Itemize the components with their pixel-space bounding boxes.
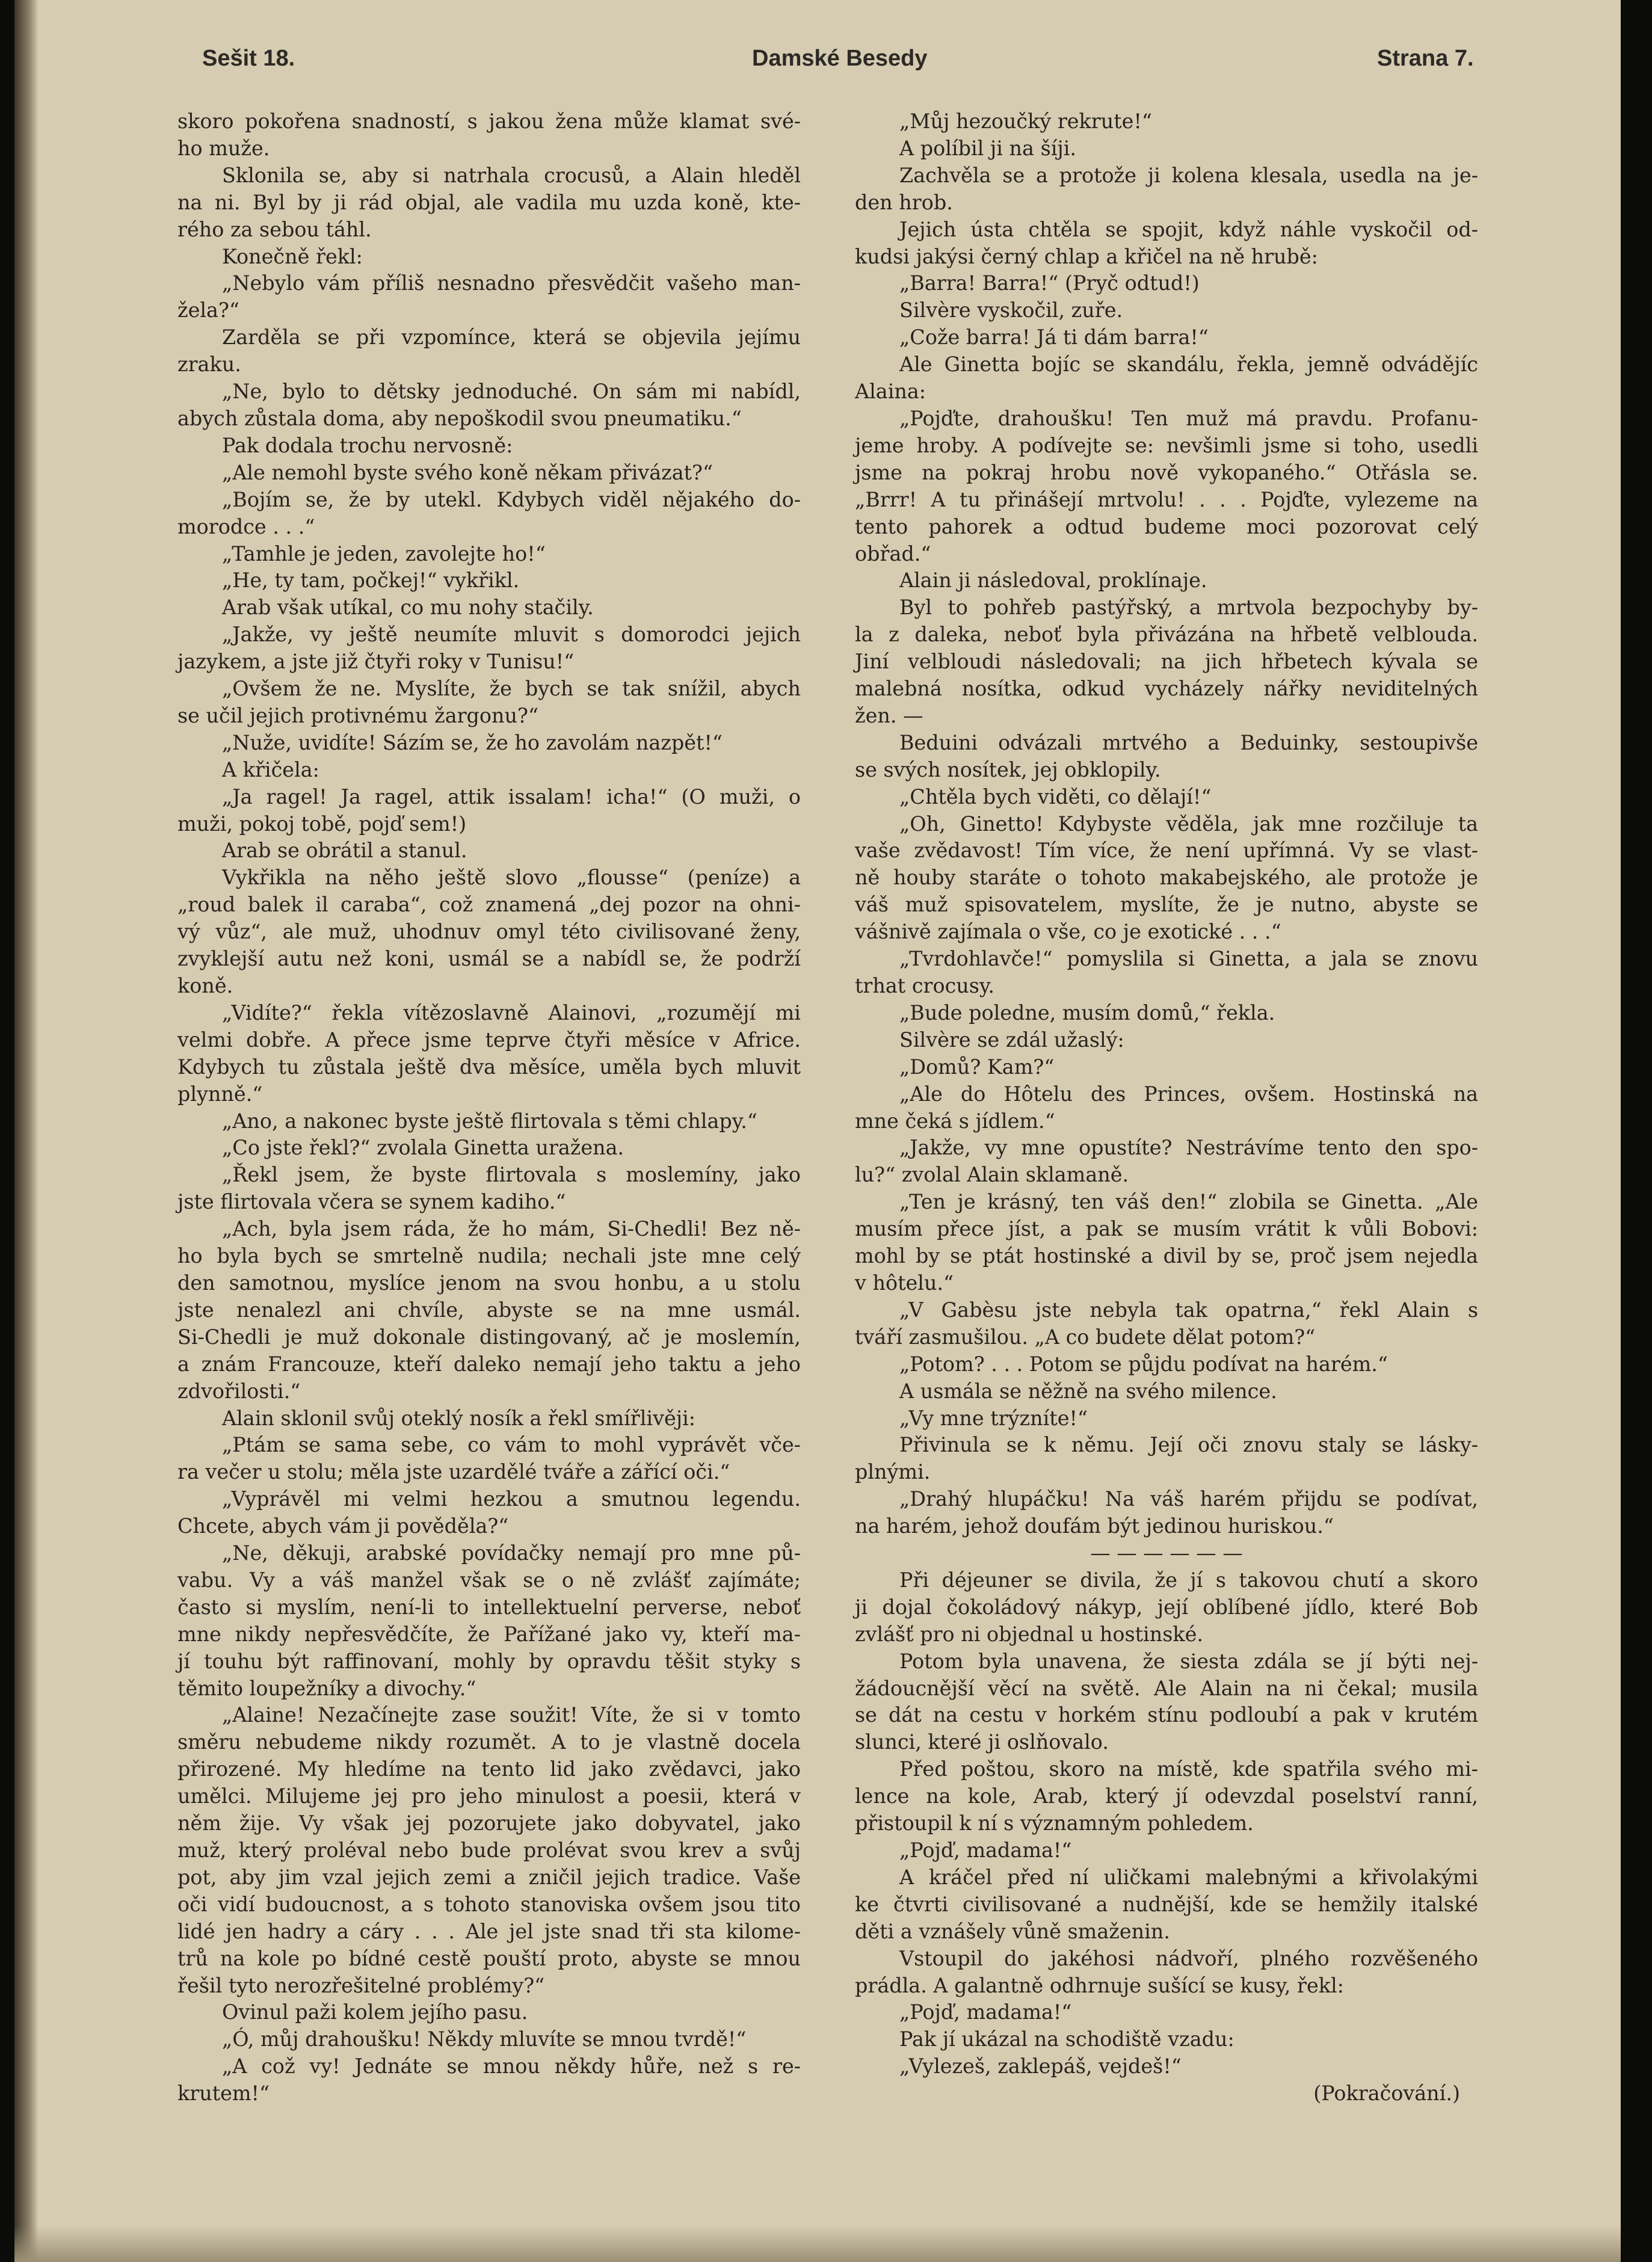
text-line: „Alaine! Nezačínejte zase soužit! Víte, že si v tomto bbox=[222, 1703, 801, 1727]
text-line: „Ano, a nakonec byste ještě flirtovala s těmi chlapy.“ bbox=[222, 1109, 757, 1133]
text-line: vý vůz“, ale muž, uhodnuv omyl této civilisované ženy, bbox=[177, 920, 801, 944]
text-line: „Bojím se, že by utekl. Kdybych viděl nějakého do- bbox=[222, 487, 801, 511]
text-line: velmi dobře. A přece jsme teprve čtyři měsíce v Africe. bbox=[177, 1028, 801, 1052]
text-line: Ovinul paži kolem jejího pasu. bbox=[222, 2000, 528, 2024]
text-line: v hôtelu.“ bbox=[855, 1271, 954, 1295]
text-line: „Vylezeš, zaklepáš, vejdeš!“ bbox=[899, 2054, 1182, 2079]
text-line: „Tvrdohlavče!“ pomyslila si Ginetta, a jala se znovu bbox=[899, 947, 1478, 971]
text-line: „Ovšem že ne. Myslíte, že bych se tak snížil, abych bbox=[222, 677, 801, 701]
text-line: „Nuže, uvidíte! Sázím se, že ho zavolám nazpět!“ bbox=[222, 730, 723, 754]
text-line: Alaina: bbox=[855, 380, 926, 404]
text-line: obřad.“ bbox=[855, 541, 931, 566]
text-line: zdvořilosti.“ bbox=[177, 1379, 301, 1403]
text-line: na ni. Byl by ji rád objal, ale vadila mu uzda koně, kte- bbox=[177, 190, 801, 214]
text-line: Vykřikla na něho ještě slovo „flousse“ (peníze) a bbox=[222, 866, 801, 890]
text-line: umělci. Milujeme jej pro jeho minulost a poesii, která v bbox=[177, 1784, 801, 1808]
issue-number: Sešit 18. bbox=[202, 46, 295, 71]
text-line: „Ne, děkuji, arabské povídačky nemají pro mne pů- bbox=[222, 1541, 801, 1565]
text-line: kudsi jakýsi černý chlap a křičel na ně hrubě: bbox=[855, 244, 1318, 268]
text-line: se učil jejich protivnému žargonu?“ bbox=[177, 703, 539, 727]
text-line: Vstoupil do jakéhosi nádvoří, plného rozvěšeného bbox=[899, 1946, 1478, 1970]
text-line: „Můj hezoučký rekrute!“ bbox=[899, 109, 1152, 133]
text-line: Zarděla se při vzpomínce, která se objevila jejímu bbox=[222, 325, 801, 350]
text-line: trhat crocusy. bbox=[855, 974, 994, 997]
text-line: lence na kole, Arab, který jí odevzdal poselství ranní, bbox=[855, 1784, 1478, 1808]
text-line: „Chtěla bych viděti, co dělají!“ bbox=[899, 784, 1212, 809]
text-line: Si-Chedli je muž dokonale distingovaný, ač je moslemín, bbox=[177, 1325, 801, 1349]
text-line: ho muže. bbox=[177, 136, 270, 160]
text-line: „Brrr! A tu přinášejí mrtvolu! . . . Pojďte, vylezeme na bbox=[855, 487, 1478, 511]
text-column-right bbox=[855, 108, 1478, 2107]
text-line: Byl to pohřeb pastýřský, a mrtvola bezpochyby by- bbox=[899, 596, 1478, 620]
text-line: krutem!“ bbox=[177, 2082, 270, 2106]
text-line: jazykem, a jste již čtyři roky v Tunisu!“ bbox=[177, 650, 575, 674]
text-line: Sklonila se, aby si natrhala crocusů, a Alain hleděl bbox=[222, 163, 801, 187]
text-line: ra večer u stolu; měla jste uzardělé tváře a zářící oči.“ bbox=[177, 1460, 730, 1484]
text-line: Zachvěla se a protože ji kolena klesala, usedla na je- bbox=[899, 163, 1478, 187]
text-line: plynně.“ bbox=[177, 1082, 263, 1106]
text-line: Beduini odvázali mrtvého a Beduinky, sestoupivše bbox=[899, 730, 1478, 754]
text-line: Při déjeuner se divila, že jí s takovou chutí a skoro bbox=[899, 1568, 1478, 1592]
text-line: Arab se obrátil a stanul. bbox=[222, 839, 467, 863]
text-line: rého za sebou táhl. bbox=[177, 217, 372, 241]
text-line: žen. — bbox=[855, 703, 923, 727]
text-line: zraku. bbox=[177, 353, 241, 377]
text-line: Ale Ginetta bojíc se skandálu, řekla, jemně odvádějíc bbox=[899, 353, 1478, 377]
text-line: A kráčel před ní uličkami malebnými a křivolakými bbox=[899, 1865, 1478, 1889]
text-line: skoro pokořena snadností, s jakou žena může klamat své- bbox=[177, 109, 801, 133]
text-line: „Ale nemohl byste svého koně někam přivázat?“ bbox=[222, 460, 714, 484]
text-line: malebná nosítka, odkud vycházely nářky neviditelných bbox=[855, 677, 1478, 701]
text-line: žádoucnější věcí na světě. Ale Alain na ni čekal; musila bbox=[855, 1676, 1478, 1700]
text-line: A usmála se něžně na svého milence. bbox=[899, 1379, 1277, 1403]
text-line: Chcete, abych vám ji pověděla?“ bbox=[177, 1514, 509, 1538]
text-line: „Nebylo vám příliš nesnadno přesvědčit vašeho man- bbox=[222, 271, 801, 295]
text-line: Konečně řekl: bbox=[222, 244, 363, 268]
text-line: Jiní velbloudi následovali; na jich hřbetech kývala se bbox=[855, 650, 1478, 674]
text-line: slunci, které ji oslňovalo. bbox=[855, 1730, 1109, 1754]
text-line: „Barra! Barra!“ (Pryč odtud!) bbox=[899, 271, 1200, 295]
text-line: Arab však utíkal, co mu nohy stačily. bbox=[222, 596, 594, 620]
text-line: „Pojďte, drahoušku! Ten muž má pravdu. Profanu- bbox=[899, 406, 1478, 430]
text-line: „Ale do Hôtelu des Princes, ovšem. Hostinská na bbox=[899, 1082, 1478, 1106]
text-line: abych zůstala doma, aby nepoškodil svou pneumatiku.“ bbox=[177, 406, 742, 430]
text-line: „Domů? Kam?“ bbox=[899, 1055, 1055, 1079]
text-line: „Co jste řekl?“ zvolala Ginetta uražena. bbox=[222, 1136, 624, 1160]
text-line: „Potom? . . . Potom se půjdu podívat na harém.“ bbox=[899, 1352, 1388, 1376]
text-line: vášnivě zajímala o vše, co je exotické . . .“ bbox=[855, 920, 1281, 944]
text-line: vabu. Vy a váš manžel však se o ně zvlášť zajímáte; bbox=[177, 1568, 801, 1592]
text-line: žela?“ bbox=[177, 298, 239, 322]
text-line: Alain ji následoval, proklínaje. bbox=[899, 569, 1207, 593]
text-line: „Drahý hlupáčku! Na váš harém přijdu se podívat, bbox=[899, 1487, 1478, 1511]
text-line: něm žije. Vy však jej pozorujete jako dobyvatel, jako bbox=[177, 1811, 801, 1835]
text-line: A políbil ji na šíji. bbox=[899, 136, 1077, 160]
text-line: den samotnou, myslíce jenom na svou honbu, a u stolu bbox=[177, 1271, 801, 1295]
text-line: „Ó, můj drahoušku! Někdy mluvíte se mnou tvrdě!“ bbox=[222, 2027, 747, 2051]
text-line: Pak jí ukázal na schodiště vzadu: bbox=[899, 2027, 1234, 2051]
text-line: (Pokračování.) bbox=[1313, 2082, 1460, 2106]
text-line: mohl by se ptát hostinské a divil by se, proč jsem nejedla bbox=[855, 1244, 1478, 1268]
text-line: lu?“ zvolal Alain sklamaně. bbox=[855, 1163, 1129, 1187]
text-line: musím přece jíst, a pak se musím vrátit k vůli Bobovi: bbox=[855, 1217, 1478, 1241]
text-line: „Tamhle je jeden, zavolejte ho!“ bbox=[222, 541, 546, 566]
text-line: se svých nosítek, jej obklopily. bbox=[855, 757, 1161, 781]
text-line: „V Gabèsu jste nebyla tak opatrna,“ řekl Alain s bbox=[899, 1298, 1478, 1322]
text-line: „Ja ragel! Ja ragel, attik issalam! icha!“ (O muži, o bbox=[222, 784, 801, 809]
text-line: „Ne, bylo to dětsky jednoduché. On sám mi nabídl, bbox=[222, 380, 801, 404]
text-line: Před poštou, skoro na místě, kde spatřila svého mi- bbox=[899, 1757, 1478, 1781]
text-line: muži, pokoj tobě, pojď sem!) bbox=[177, 812, 467, 836]
page-number: Strana 7. bbox=[1377, 46, 1474, 71]
text-line: „Bude poledne, musím domů,“ řekla. bbox=[899, 1000, 1275, 1025]
text-line: „Ptám se sama sebe, co vám to mohl vyprávět vče- bbox=[222, 1433, 801, 1457]
text-line: „Cože barra! Já ti dám barra!“ bbox=[899, 325, 1209, 350]
text-line: Potom byla unavena, že siesta zdála se jí býti nej- bbox=[899, 1649, 1478, 1673]
text-line: na harém, jehož doufám být jedinou huriskou.“ bbox=[855, 1514, 1334, 1538]
text-line: „Oh, Ginetto! Kdybyste věděla, jak mne rozčiluje ta bbox=[899, 812, 1478, 836]
text-line: „He, ty tam, počkej!“ vykřikl. bbox=[222, 569, 520, 593]
text-line: jí touhu být raffinovaní, mohly by opravdu těšit styky s bbox=[177, 1649, 801, 1673]
text-line: váš muž spisovatelem, myslíte, že je nutno, abyste se bbox=[855, 893, 1478, 917]
text-line: „Jakže, vy ještě neumíte mluvit s domorodci jejich bbox=[222, 623, 801, 647]
text-line: pot, aby jim vzal jejich zemi a zničil jejich tradice. Vaše bbox=[177, 1865, 801, 1889]
text-line: prádla. A galantně odhrnuje sušící se kusy, řekl: bbox=[855, 1973, 1344, 1997]
text-line: se dát na cestu v horkém stínu podloubí a pak v krutém bbox=[855, 1703, 1478, 1727]
text-line: ně houby staráte o tohoto makabejského, ale protože je bbox=[855, 866, 1478, 890]
text-line: a znám Francouze, kteří daleko nemají jeho taktu a jeho bbox=[177, 1352, 801, 1376]
text-line: morodce . . .“ bbox=[177, 514, 315, 538]
text-line: „Vy mne trýzníte!“ bbox=[899, 1406, 1088, 1430]
text-line: „Ach, byla jsem ráda, že ho mám, Si-Chedli! Bez ně- bbox=[222, 1217, 801, 1241]
text-line: řešil tyto nerozřešitelné problémy?“ bbox=[177, 1973, 545, 1997]
text-line: jste flirtovala včera se synem kadiho.“ bbox=[177, 1190, 566, 1214]
text-line: A křičela: bbox=[222, 757, 319, 781]
text-line: děti a vznášely vůně smaženin. bbox=[855, 1919, 1170, 1943]
text-line: oči vidí budoucnost, a s tohoto stanoviska ovšem jsou tito bbox=[177, 1892, 801, 1916]
text-line: la z daleka, neboť byla přivázána na hřbetě velblouda. bbox=[855, 623, 1478, 647]
page-bottom-shadow bbox=[14, 2226, 1621, 2262]
text-line: plnými. bbox=[855, 1460, 931, 1484]
text-line: trů na kole po bídné cestě pouští proto, abyste se mnou bbox=[177, 1946, 801, 1970]
text-line: přistoupil k ní s významným pohledem. bbox=[855, 1811, 1254, 1835]
text-line: jste nenalezl ani chvíle, abyste se na mne usmál. bbox=[177, 1298, 801, 1322]
text-line: mne čeká s jídlem.“ bbox=[855, 1109, 1055, 1133]
text-line: směru nebudeme nikdy rozumět. A to je vlastně docela bbox=[177, 1730, 801, 1754]
text-line: „roud balek il caraba“, což znamená „dej pozor na ohni- bbox=[177, 893, 801, 917]
magazine-page bbox=[14, 0, 1621, 2262]
text-line: — — — — — — bbox=[1090, 1541, 1243, 1565]
text-line: koně. bbox=[177, 974, 233, 997]
text-line: „Pojď, madama!“ bbox=[899, 1838, 1072, 1862]
text-line: jeme hroby. A podívejte se: nevšimli jsme si toho, usedli bbox=[855, 433, 1478, 457]
text-line: zvyklejší autu než koni, usmál se a nabídl se, že podrží bbox=[177, 947, 801, 971]
text-line: „A což vy! Jednáte se mnou někdy hůře, než s re- bbox=[222, 2054, 801, 2079]
text-line: Kdybych tu zůstala ještě dva měsíce, uměla bych mluvit bbox=[177, 1055, 801, 1079]
text-line: tento pahorek a odtud budeme moci pozorovat celý bbox=[855, 514, 1478, 538]
text-line: tváří zasmušilou. „A co budete dělat potom?“ bbox=[855, 1325, 1316, 1349]
text-line: mne nikdy nepřesvědčíte, že Pařížané jako vy, kteří ma- bbox=[177, 1622, 801, 1646]
text-line: „Pojď, madama!“ bbox=[899, 2000, 1072, 2024]
text-line: „Vidíte?“ řekla vítězoslavně Alainovi, „rozumějí mi bbox=[222, 1000, 801, 1025]
text-column-left bbox=[177, 108, 801, 2107]
text-line: „Vyprávěl mi velmi hezkou a smutnou legendu. bbox=[222, 1487, 801, 1511]
text-line: „Jakže, vy mne opustíte? Nestrávíme tento den spo- bbox=[899, 1136, 1478, 1160]
text-line: „Ten je krásný, ten váš den!“ zlobila se Ginetta. „Ale bbox=[899, 1190, 1478, 1214]
text-line: přirozené. My hledíme na tento lid jako zvědavci, jako bbox=[177, 1757, 801, 1781]
text-line: vaše zvědavost! Tím více, že není upřímná. Vy se vlast- bbox=[855, 839, 1478, 863]
text-line: lidé jen hadry a cáry . . . Ale jel jste snad tři sta kilome- bbox=[177, 1919, 801, 1943]
text-line: těmito loupežníky a divochy.“ bbox=[177, 1676, 476, 1700]
text-line: často si myslím, není-li to intellektuelní perverse, neboť bbox=[177, 1595, 801, 1619]
text-line: „Řekl jsem, že byste flirtovala s moslemíny, jako bbox=[222, 1163, 801, 1187]
text-line: Alain sklonil svůj oteklý nosík a řekl smířlivěji: bbox=[222, 1406, 696, 1430]
binding-edge-shadow bbox=[14, 0, 39, 2262]
text-line: muž, který proléval nebo bude prolévat svou krev a svůj bbox=[177, 1838, 801, 1862]
text-line: ji dojal čokoládový nákyp, její oblíbené jídlo, které Bob bbox=[855, 1595, 1478, 1619]
text-line: ho byla bych se smrtelně nudila; nechali jste mne celý bbox=[177, 1244, 801, 1268]
text-line: ke čtvrti civilisované a nudnější, kde se hemžily italské bbox=[855, 1892, 1478, 1916]
text-line: Přivinula se k němu. Její oči znovu staly se lásky- bbox=[899, 1433, 1478, 1457]
text-line: den hrob. bbox=[855, 190, 953, 214]
text-line: jsme na pokraj hrobu nově vykopaného.“ Otřásla se. bbox=[855, 460, 1478, 484]
text-line: zvlášť pro ni objednal u hostinské. bbox=[855, 1622, 1203, 1646]
magazine-title: Damské Besedy bbox=[752, 46, 928, 71]
text-line: Jejich ústa chtěla se spojit, když náhle vyskočil od- bbox=[899, 217, 1478, 241]
text-line: Pak dodala trochu nervosně: bbox=[222, 433, 513, 457]
text-line: Silvère se zdál užaslý: bbox=[899, 1028, 1124, 1052]
text-line: Silvère vyskočil, zuře. bbox=[899, 298, 1123, 322]
